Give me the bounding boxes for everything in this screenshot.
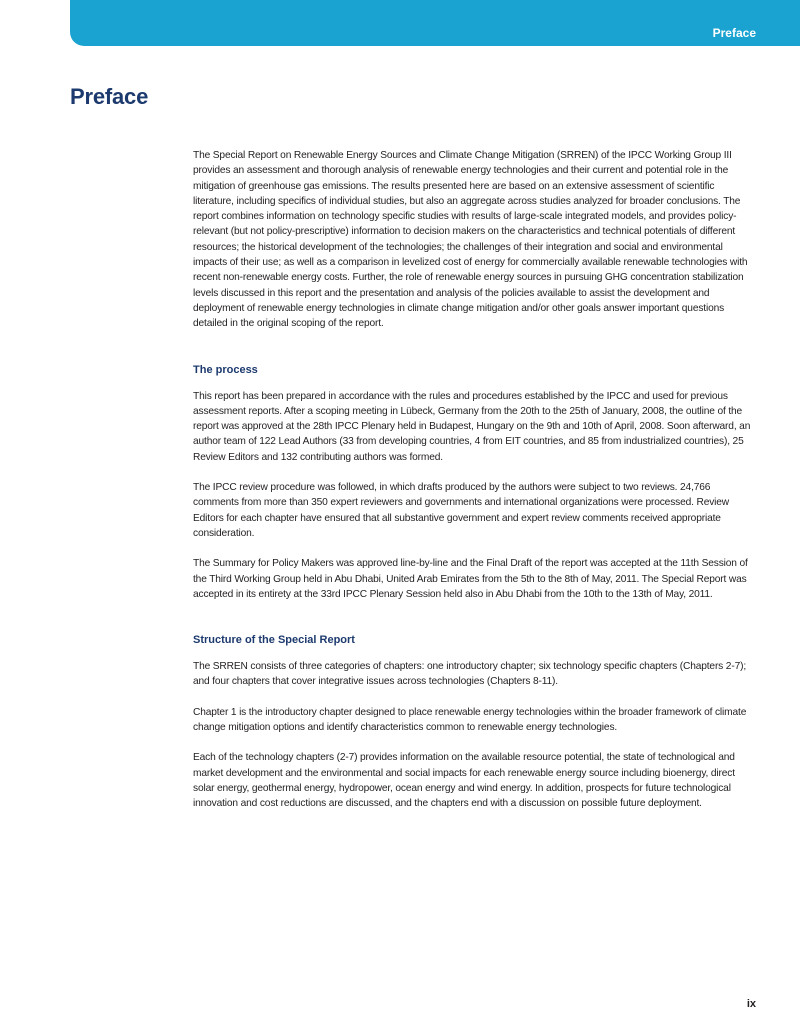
structure-paragraph-3: Each of the technology chapters (2-7) provides information on the available resource potential, the state of technological and market development and the environmental and social impacts for each renewable energy source including bioenergy, direct solar energy, geothermal energy, hydropower, ocean energy and wind energy. In addition, prospects for future technological innovation and cost reductions are discussed, and the chapters end with a discussion on possible future deployment. [193, 752, 735, 810]
header-band [70, 0, 800, 46]
process-paragraph-1: This report has been prepared in accordance with the rules and procedures established by the IPCC and used for previous assessment reports. After a scoping meeting in Lübeck, Germany from the 20th to the 25th of January, 2008, the outline of the report was approved at the 28th IPCC Plenary held in Budapest, Hungary on the 9th and 10th of April, 2008. Soon afterward, an author team of 122 Lead Authors (33 from developing countries, 4 from EIT countries, and 85 from industrialized countries), 25 Review Editors and 132 contributing authors was formed. [193, 390, 751, 463]
body-text [193, 148, 757, 812]
section-heading-process: The process [193, 363, 258, 376]
running-header: Preface [712, 26, 756, 40]
process-paragraph-3: The Summary for Policy Makers was approved line-by-line and the Final Draft of the report was accepted at the 11th Session of the Third Working Group held in Abu Dhabi, United Arab Emirates from the 5th to the 8th of May, 2011. The Special Report was accepted in its entirety at the 33rd IPCC Plenary Session held also in Abu Dhabi from the 10th to the 13th of May, 2011. [193, 558, 748, 600]
structure-paragraph-2: Chapter 1 is the introductory chapter designed to place renewable energy technologies within the broader framework of climate change mitigation options and identify characteristics common to renewable energy technologies. [193, 706, 747, 734]
structure-paragraph-1: The SRREN consists of three categories of chapters: one introductory chapter; six technology specific chapters (Chapters 2-7); and four chapters that cover integrative issues across technologies (Chapters 8-11). [193, 661, 747, 688]
process-paragraph-2: The IPCC review procedure was followed, in which drafts produced by the authors were subject to two reviews. 24,766 comments from more than 350 expert reviewers and governments and international organizations were processed. Review Editors for each chapter have ensured that all substantive government and expert review comments received appropriate consideration. [193, 482, 729, 539]
page-number: ix [746, 998, 756, 1010]
page-title: Preface [70, 84, 149, 109]
intro-paragraph: The Special Report on Renewable Energy Sources and Climate Change Mitigation (SRREN) of the IPCC Working Group III provides an assessment and thorough analysis of renewable energy technologies and their current and potential role in the mitigation of greenhouse gas emissions. The results presented here are based on an extensive assessment of scientific literature, including specifics of individual studies, but also an aggregate across studies analyzed for broader conclusions. The report combines information on technology specific studies with results of large-scale integrated models, and provides policy-relevant (but not policy-prescriptive) information to decision makers on the characteristics and technical potentials of different resources; the historical development of the technologies; the challenges of their integration and social and environmental impacts of their use; as well as a comparison in levelized cost of energy for commercially available renewable technologies with recent non-renewable energy costs. Further, the role of renewable energy sources in pursuing GHG concentration stabilization levels discussed in this report and the presentation and analysis of the policies available to assist the development and deployment of renewable energy technologies in climate change mitigation and/or other goals answer important questions detailed in the original scoping of the report. [193, 150, 748, 330]
section-heading-structure: Structure of the Special Report [193, 634, 355, 647]
